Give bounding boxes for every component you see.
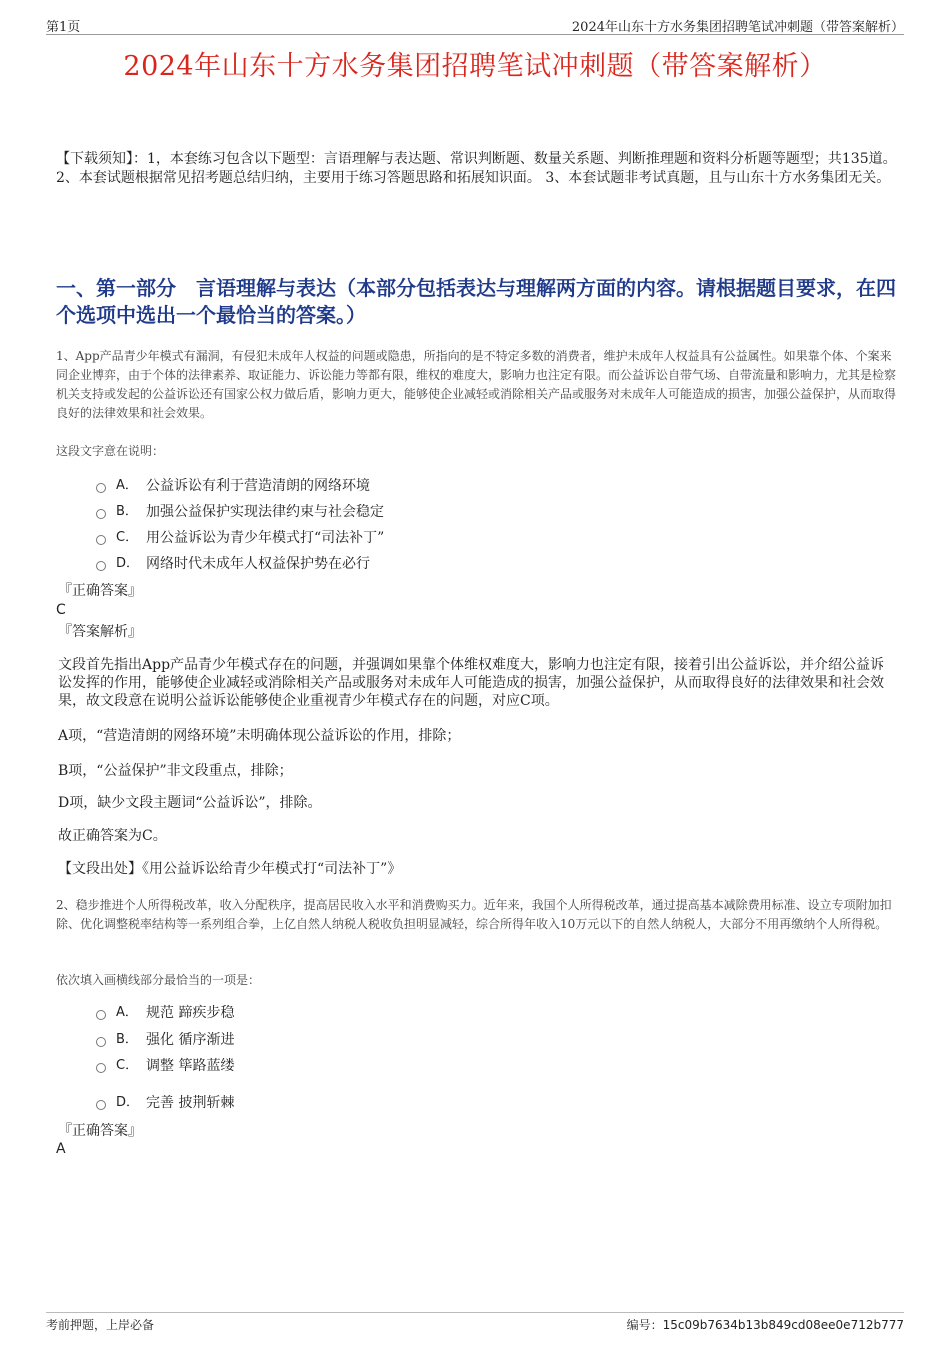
option-text: 网络时代未成年人权益保护势在必行 (146, 556, 370, 572)
option-text: 公益诉讼有利于营造清朗的网络环境 (146, 478, 370, 494)
option-letter: B． (116, 504, 138, 519)
radio-icon[interactable] (96, 1063, 106, 1073)
question-2-option-a[interactable] (96, 1003, 234, 1023)
analysis-option-d: D项，缺少文段主题词“公益诉讼”，排除。 (58, 795, 322, 811)
option-letter: A． (116, 1005, 138, 1020)
question-1-option-c[interactable] (96, 528, 384, 548)
correct-answer-label: 『正确答案』 (58, 1123, 142, 1139)
page-header (46, 14, 904, 35)
question-2-option-c[interactable] (96, 1056, 234, 1076)
analysis-conclusion: 故正确答案为C。 (58, 828, 167, 844)
question-1-prompt: 这段文字意在说明： (56, 444, 165, 458)
option-letter: C． (116, 1058, 139, 1073)
radio-icon[interactable] (96, 535, 106, 545)
correct-answer-label: 『正确答案』 (58, 583, 142, 599)
footer-code-label: 编号： (626, 1318, 663, 1332)
footer-code (627, 1316, 904, 1333)
option-text: 加强公益保护实现法律约束与社会稳定 (146, 504, 384, 520)
analysis-paragraph: 文段首先指出App产品青少年模式存在的问题，并强调如果靠个体维权难度大，影响力也注定有限，接着引出公益诉讼，并介绍公益诉讼发挥的作用，能够使企业减轻或消除相关产品或服务对未成年人可能造成的损害，加强公益保护，从而取得良好的法律效果和社会效果，故文段意在说明公益诉讼能够使企业重视青少年模式存在的问题，对应C项。 (58, 657, 885, 709)
option-text: 强化 循序渐进 (146, 1032, 235, 1048)
document-title: 2024年山东十方水务集团招聘笔试冲刺题（带答案解析） (123, 51, 827, 82)
option-letter: D． (116, 1095, 140, 1110)
question-2-option-b[interactable] (96, 1030, 234, 1050)
option-letter: A． (116, 478, 138, 493)
option-letter: B． (116, 1032, 138, 1047)
radio-icon[interactable] (96, 561, 106, 571)
option-letter: D． (116, 556, 140, 571)
question-1-option-a[interactable] (96, 476, 370, 496)
correct-answer-value: C (56, 602, 66, 618)
radio-icon[interactable] (96, 1100, 106, 1110)
option-text: 调整 筚路蓝缕 (146, 1058, 235, 1074)
question-2-option-d[interactable] (96, 1093, 234, 1113)
radio-icon[interactable] (96, 483, 106, 493)
analysis-source: 【文段出处】《用公益诉讼给青少年模式打“司法补丁”》 (58, 861, 402, 877)
radio-icon[interactable] (96, 1037, 106, 1047)
correct-answer-value: A (56, 1141, 66, 1157)
question-1-text: 1、App产品青少年模式有漏洞，有侵犯未成年人权益的问题或隐患，所指向的是不特定多数的消费者，维护未成年人权益具有公益属性。如果靠个体、个案来同企业博弈，由于个体的法律素养、取证能力、诉讼能力等都有限，维权的难度大，影响力也注定有限。而公益诉讼自带气场、自带流量和影响力，尤其是检察机关支持或发起的公益诉讼还有国家公权力做后盾，影响力更大，能够使企业减轻或消除相关产品或服务对未成年人可能造成的损害，加强公益保护，从而取得良好的法律效果和社会效果。 (56, 349, 897, 420)
analysis-option-a: A项，“营造清朗的网络环境”未明确体现公益诉讼的作用，排除； (58, 728, 461, 744)
question-1-option-b[interactable] (96, 502, 384, 522)
option-text: 完善 披荆斩棘 (146, 1095, 235, 1111)
analysis-label: 『答案解析』 (58, 624, 142, 640)
analysis-option-b: B项，“公益保护”非文段重点，排除； (58, 763, 293, 779)
question-2-prompt: 依次填入画横线部分最恰当的一项是： (56, 973, 261, 987)
option-text: 规范 蹄疾步稳 (146, 1005, 235, 1021)
question-2-text: 2、稳步推进个人所得税改革，收入分配秩序，提高居民收入水平和消费购买力。近年来，我国个人所得税改革，通过提高基本减除费用标准、设立专项附加扣除、优化调整税率结构等一系列组合拳，上亿自然人纳税人税收负担明显减轻，综合所得年收入10万元以下的自然人纳税人，大部分不用再缴纳个人所得税。 (56, 898, 892, 931)
radio-icon[interactable] (96, 1010, 106, 1020)
page-number: 第1页 (46, 20, 81, 35)
question-1-option-d[interactable] (96, 554, 370, 574)
radio-icon[interactable] (96, 509, 106, 519)
header-doc-title: 2024年山东十方水务集团招聘笔试冲刺题（带答案解析） (571, 20, 904, 35)
footer-slogan: 考前押题，上岸必备 (46, 1318, 155, 1332)
page-footer (46, 1312, 904, 1333)
download-notice: 【下载须知】：1，本套练习包含以下题型：言语理解与表达题、常识判断题、数量关系题、判断推理题和资料分析题等题型；共135道。 2、本套试题根据常见招考题总结归纳，主要用于练习答题思路和拓展知识面。 3、本套试题非考试真题，且与山东十方水务集团无关。 (56, 151, 897, 186)
section-title: 一、第一部分 言语理解与表达（本部分包括表达与理解两方面的内容。请根据题目要求，在四个选项中选出一个最恰当的答案。） (56, 276, 896, 327)
option-letter: C． (116, 530, 139, 545)
footer-code-value: 15c09b7634b13b849cd08ee0e712b777 (662, 1318, 904, 1332)
option-text: 用公益诉讼为青少年模式打“司法补丁” (146, 530, 385, 546)
